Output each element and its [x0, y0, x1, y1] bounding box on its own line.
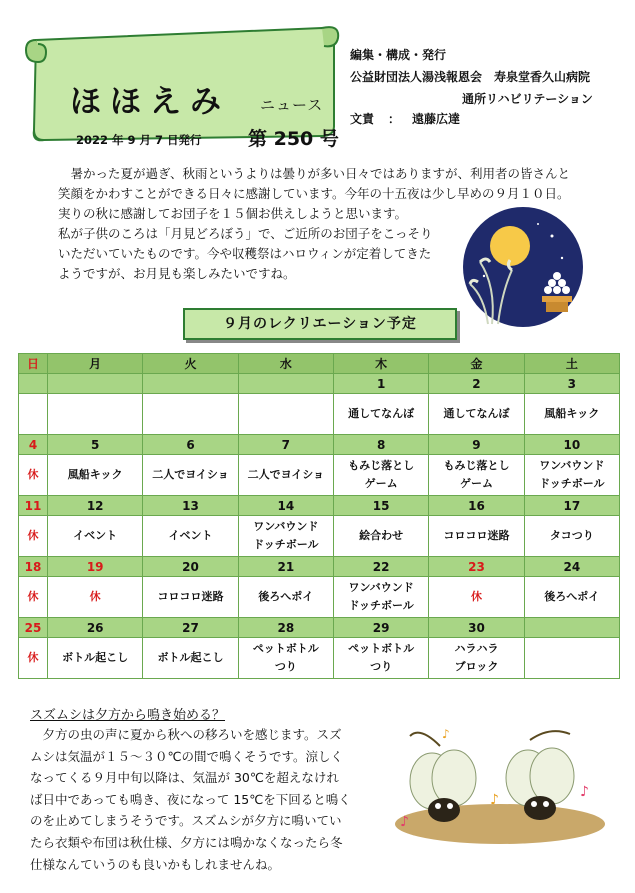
responsibility-colon: ：	[388, 112, 401, 126]
newsletter-title: ほほえみ	[70, 84, 230, 120]
calendar-date: 4	[19, 435, 48, 455]
calendar-date: 28	[238, 618, 333, 638]
calendar-activity	[143, 394, 238, 435]
masthead-scroll	[22, 18, 340, 150]
calendar-date: 19	[48, 557, 143, 577]
svg-text:♪: ♪	[490, 792, 499, 808]
calendar-date: 8	[333, 435, 428, 455]
calendar-date: 1	[333, 374, 428, 394]
calendar-activity: もみじ落とし ゲーム	[333, 455, 428, 496]
calendar-activity: ワンバウンド ドッチボール	[238, 516, 333, 557]
calendar-activity: 風船キック	[48, 455, 143, 496]
issue-number: 第 250 号	[248, 128, 339, 150]
weekday-header: 金	[429, 354, 524, 374]
calendar-activity: 通してなんぼ	[429, 394, 524, 435]
cricket-illustration-icon	[380, 726, 610, 846]
weekday-header: 木	[333, 354, 428, 374]
calendar-date: 13	[143, 496, 238, 516]
weekday-header: 土	[524, 354, 619, 374]
article-line: のを止めてしまうそうです。スズムシが夕方に鳴いてい	[30, 813, 342, 829]
calendar-activity: 休	[429, 577, 524, 618]
article-body	[30, 724, 351, 875]
article-line: ムシは気温が１５～３０℃の間で鳴くそうです。涼しく	[30, 748, 344, 764]
calendar-date: 30	[429, 618, 524, 638]
calendar-date: 5	[48, 435, 143, 455]
article-line: ば日中であっても鳴き、夜になって 15℃を下回ると鳴く	[30, 791, 351, 807]
calendar-date: 21	[238, 557, 333, 577]
calendar-date	[48, 374, 143, 394]
calendar-date: 22	[333, 557, 428, 577]
recreation-calendar	[18, 353, 620, 679]
svg-text:♪: ♪	[442, 727, 450, 741]
calendar-activity-row	[19, 638, 620, 679]
calendar-activity: ペットボトル つり	[238, 638, 333, 679]
calendar-date-row	[19, 435, 620, 455]
calendar-date-row	[19, 496, 620, 516]
responsibility-name: 遠藤広達	[412, 112, 461, 126]
calendar-activity: 風船キック	[524, 394, 619, 435]
calendar-activity-row	[19, 394, 620, 435]
editor-org: 公益財団法人湯浅報恩会 寿泉堂香久山病院	[350, 70, 591, 84]
article-line: たら衣類や布団は秋仕様、夕方には鳴かなくなったら冬	[30, 834, 343, 850]
calendar-date: 24	[524, 557, 619, 577]
calendar-activity: 二人でヨイショ	[143, 455, 238, 496]
editor-dept: 通所リハビリテーション	[462, 92, 593, 106]
calendar-activity: ワンバウンド ドッチボール	[524, 455, 619, 496]
svg-text:♪: ♪	[400, 814, 409, 830]
calendar-activity: ワンバウンド ドッチボール	[333, 577, 428, 618]
calendar-activity	[238, 394, 333, 435]
calendar-date: 9	[429, 435, 524, 455]
calendar-activity-row	[19, 577, 620, 618]
calendar-date-row	[19, 374, 620, 394]
calendar-activity: ボトル起こし	[48, 638, 143, 679]
calendar-date-row	[19, 618, 620, 638]
svg-text:♪: ♪	[580, 784, 589, 800]
calendar-date	[524, 618, 619, 638]
calendar-activity-row	[19, 516, 620, 557]
intro-line: いただいていたものです。今や収穫祭はハロウィンが定着してきた	[58, 246, 432, 261]
calendar-activity: 後ろへポイ	[524, 577, 619, 618]
calendar-activity: 二人でヨイショ	[238, 455, 333, 496]
article-title: スズムシは夕方から鳴き始める？	[30, 708, 226, 723]
calendar-date: 15	[333, 496, 428, 516]
calendar-date: 18	[19, 557, 48, 577]
weekday-header: 水	[238, 354, 333, 374]
calendar-date: 11	[19, 496, 48, 516]
recreation-schedule-banner: ９月のレクリエーション予定	[183, 308, 457, 340]
intro-line: 実りの秋に感謝してお団子を１５個お供えしようと思います。	[58, 206, 408, 221]
calendar-date: 26	[48, 618, 143, 638]
intro-line: 私が子供のころは「月見どろぼう」で、ご近所のお団子をこっそり	[58, 226, 433, 241]
calendar-date: 16	[429, 496, 524, 516]
weekday-header: 日	[19, 354, 48, 374]
calendar-date: 6	[143, 435, 238, 455]
weekday-header: 月	[48, 354, 143, 374]
calendar-activity: 休	[19, 577, 48, 618]
calendar-activity	[19, 394, 48, 435]
calendar-date	[238, 374, 333, 394]
weekday-header: 火	[143, 354, 238, 374]
article-line: 仕様なんていうのも良いかもしれませんね。	[30, 856, 281, 872]
calendar-activity: イベント	[143, 516, 238, 557]
calendar-activity: イベント	[48, 516, 143, 557]
calendar-activity: もみじ落とし ゲーム	[429, 455, 524, 496]
calendar-date: 10	[524, 435, 619, 455]
calendar-date: 3	[524, 374, 619, 394]
article-line: なってくる９月中旬以降は、気温が 30℃を超えなけれ	[30, 770, 339, 786]
article-line: 夕方の虫の声に夏から秋への移ろいを感じます。スズ	[30, 727, 342, 742]
calendar-activity: 休	[19, 638, 48, 679]
intro-line: ようですが、お月見も楽しみたいですね。	[58, 266, 296, 281]
calendar-date: 20	[143, 557, 238, 577]
editor-label: 編集・構成・発行	[350, 48, 447, 62]
calendar-date-row	[19, 557, 620, 577]
calendar-activity: タコつり	[524, 516, 619, 557]
calendar-activity: ハラハラ ブロック	[429, 638, 524, 679]
intro-line: 暑かった夏が過ぎ、秋雨というよりは曇りが多い日々ではありますが、利用者の皆さんと	[58, 166, 571, 181]
calendar-activity	[48, 394, 143, 435]
intro-line: 笑顔をかわすことができる日々に感謝しています。今年の十五夜は少し早めの９月１０日。	[58, 186, 570, 201]
calendar-activity: 後ろへポイ	[238, 577, 333, 618]
calendar-date: 29	[333, 618, 428, 638]
responsibility-label: 文責	[350, 112, 375, 126]
calendar-activity: 休	[48, 577, 143, 618]
calendar-activity: 休	[19, 455, 48, 496]
calendar-date: 23	[429, 557, 524, 577]
calendar-date	[143, 374, 238, 394]
calendar-date: 7	[238, 435, 333, 455]
calendar-activity	[524, 638, 619, 679]
calendar-date: 12	[48, 496, 143, 516]
calendar-date: 27	[143, 618, 238, 638]
calendar-date: 25	[19, 618, 48, 638]
calendar-date	[19, 374, 48, 394]
calendar-date: 17	[524, 496, 619, 516]
calendar-header-row	[19, 354, 620, 374]
calendar-activity: コロコロ迷路	[143, 577, 238, 618]
moon-viewing-illustration-icon	[462, 206, 584, 328]
calendar-activity: ペットボトル つり	[333, 638, 428, 679]
calendar-date: 2	[429, 374, 524, 394]
calendar-activity: 通してなんぼ	[333, 394, 428, 435]
issue-date: 2022 年 9 月 7 日発行	[76, 133, 202, 147]
newsletter-subtitle: ニュース	[260, 96, 324, 114]
calendar-activity: コロコロ迷路	[429, 516, 524, 557]
calendar-activity-row	[19, 455, 620, 496]
calendar-activity: 絵合わせ	[333, 516, 428, 557]
calendar-date: 14	[238, 496, 333, 516]
calendar-activity: ボトル起こし	[143, 638, 238, 679]
calendar-activity: 休	[19, 516, 48, 557]
